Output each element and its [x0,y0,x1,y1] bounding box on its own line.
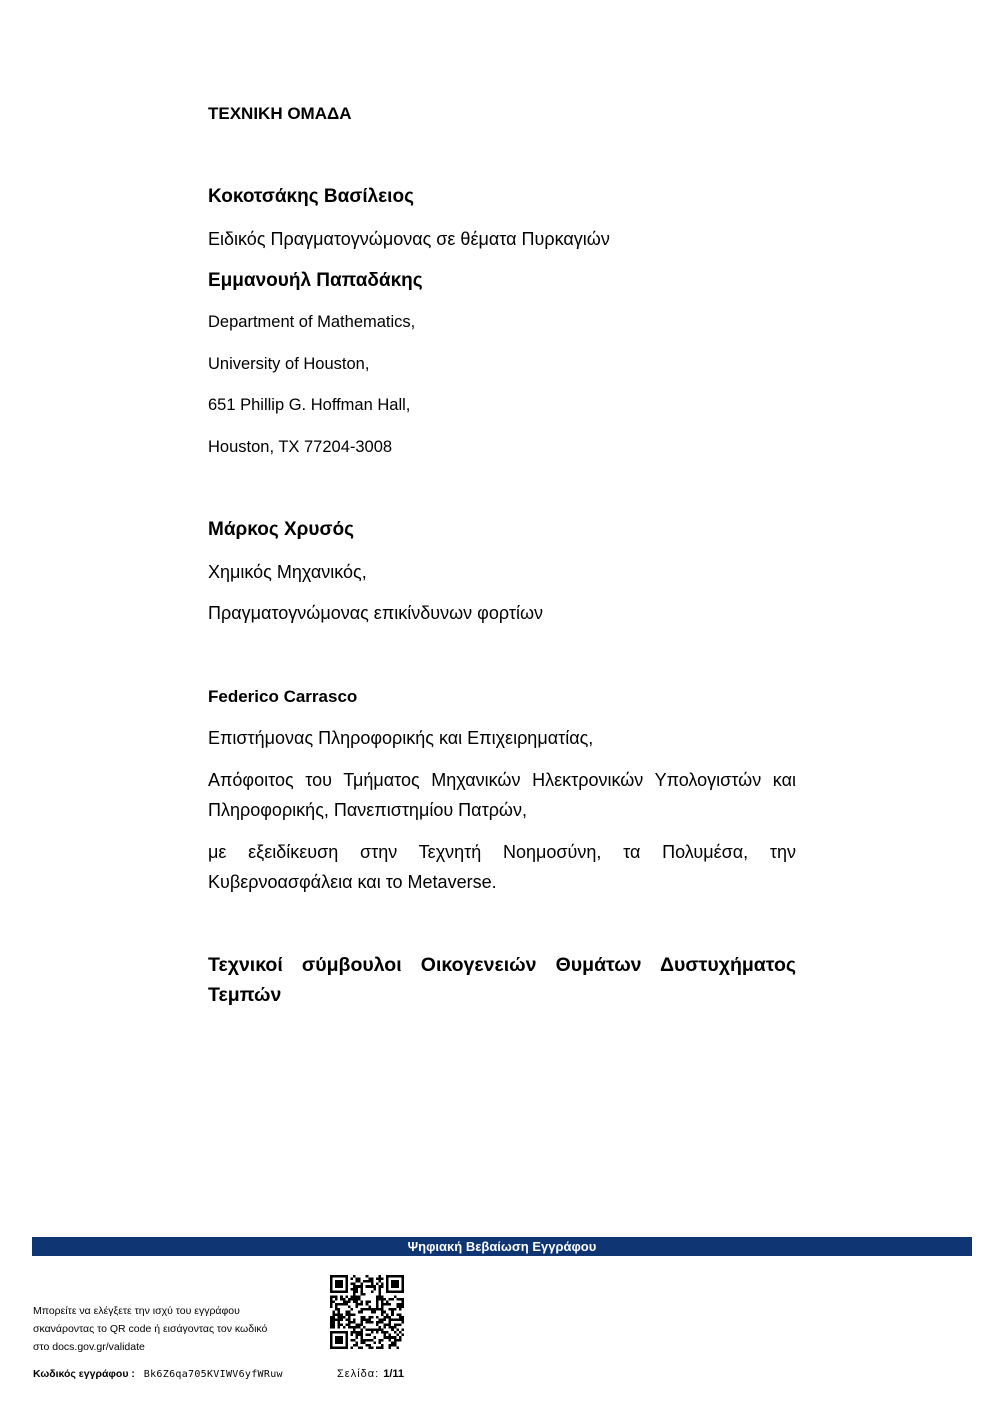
member-role-kokotsakis: Ειδικός Πραγματογνώμονας σε θέματα Πυρκαγιών [208,229,610,249]
member-name-papadakis: Εμμανουήλ Παπαδάκης [208,270,423,291]
validation-instructions [33,1302,313,1356]
digital-certification-bar: Ψηφιακή Βεβαίωση Εγγράφου [32,1237,972,1256]
member-role-carrasco-1: Επιστήμονας Πληροφορικής και Επιχειρηματίας, [208,728,594,748]
validation-line-3: στο docs.gov.gr/validate [33,1341,145,1353]
closing-statement: Τεχνικοί σύμβουλοι Οικογενειών Θυμάτων Δυστυχήματος Τεμπών [208,954,796,1006]
member-role-carrasco-3: με εξειδίκευση στην Τεχνητή Νοημοσύνη, τα Πολυμέσα, την Κυβερνοασφάλεια και το Metaverse. [208,842,796,892]
member-name-chrysos: Μάρκος Χρυσός [208,519,354,540]
member-affil-line4: Houston, TX 77204-3008 [208,438,393,456]
page-indicator [337,1368,404,1380]
validation-line-2: σκανάροντας το QR code ή εισάγοντας τον κωδικό [33,1323,268,1335]
member-role-carrasco-2: Απόφοιτος του Τμήματος Μηχανικών Ηλεκτρονικών Υπολογιστών και Πληροφορικής, Πανεπιστημίου Πατρών, [208,770,796,820]
document-code-row [33,1368,283,1380]
page-label: Σελίδα: [337,1368,380,1380]
member-name-kokotsakis: Κοκοτσάκης Βασίλειος [208,186,414,207]
validation-line-1: Μπορείτε να ελέγξετε την ισχύ του εγγράφου [33,1305,240,1317]
member-affil-line2: University of Houston, [208,355,370,373]
member-name-carrasco: Federico Carrasco [208,687,358,706]
member-affil-line1: Department of Mathematics, [208,313,416,331]
document-code-value[interactable]: Bk6Z6qa705KVIWV6yfWRuw [143,1369,283,1380]
member-role-chrysos-2: Πραγματογνώμονας επικίνδυνων φορτίων [208,603,543,623]
member-role-chrysos-1: Χημικός Μηχανικός, [208,562,367,582]
page-number: 1/11 [383,1368,405,1380]
member-affil-line3: 651 Phillip G. Hoffman Hall, [208,396,411,414]
team-title: ΤΕΧΝΙΚΗ ΟΜΑΔΑ [208,104,352,123]
qr-code-icon[interactable] [330,1275,404,1349]
document-code-label: Κωδικός εγγράφου : [33,1368,135,1380]
